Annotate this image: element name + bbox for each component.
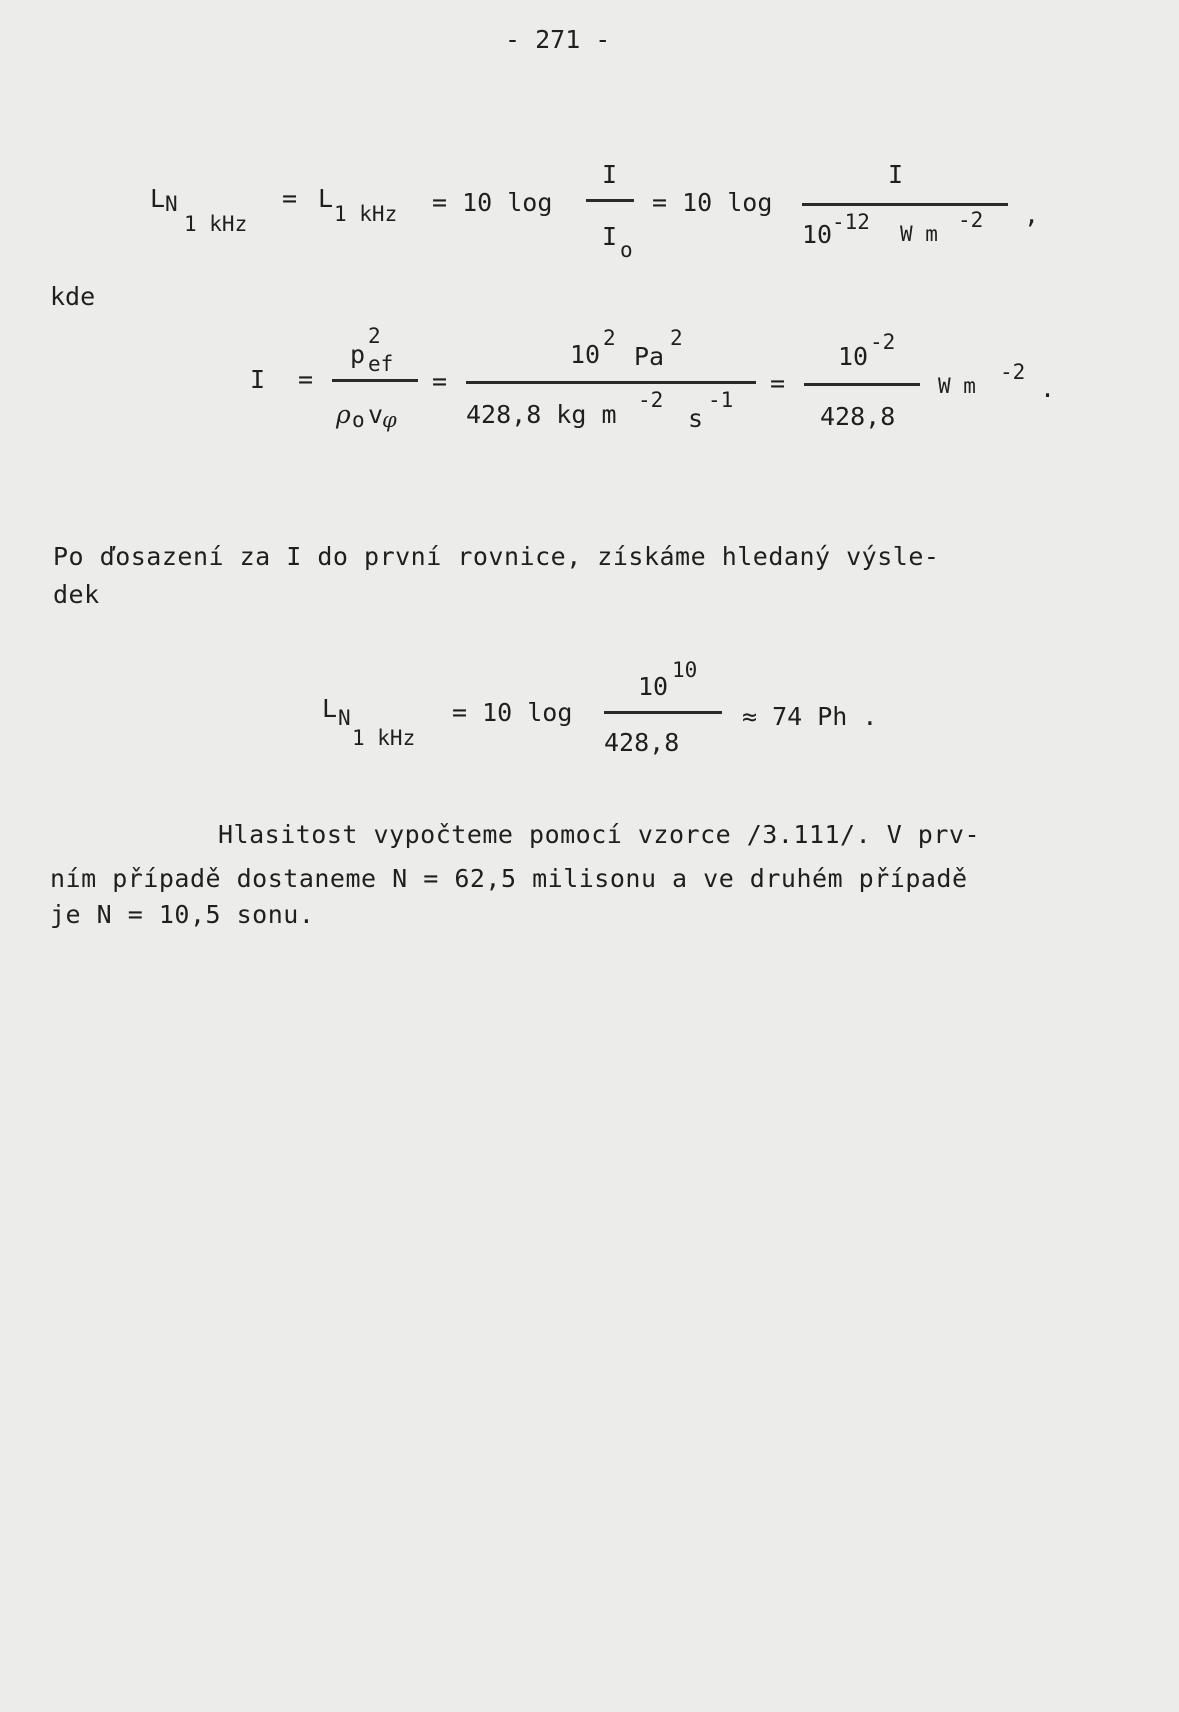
eq1-eq-b: = 10 log [432,188,553,217]
eq2-frac3-num: 10 [838,342,869,371]
eq3-result: ≈ 74 Ph . [742,702,878,731]
eq2-frac2-bar [466,381,756,384]
eq2-eq-b: = [432,367,448,396]
eq3-eq-a: = 10 log [452,698,573,727]
eq2-frac2-den-a-sup: -2 [638,388,664,412]
eq2-frac2-num-a: 10 [570,340,601,369]
eq2-frac1-den-b-sub: φ [382,408,397,432]
eq3-num-sup: 10 [672,658,698,682]
eq1-frac2-den-unit: W m [900,222,938,246]
eq2-trail: . [1040,374,1056,403]
eq2-frac3-bar [804,383,920,386]
eq1-eq-c: = 10 log [652,188,773,217]
kde-label: kde [50,282,96,311]
eq3-lhs-subsub: 1 kHz [352,726,416,750]
eq2-frac2-num-b-sup: 2 [670,326,683,350]
eq1-mid-sub: 1 kHz [334,202,398,226]
eq1-trail: , [1024,200,1040,229]
eq1-lhs-sub: N [165,192,178,216]
eq1-eq-a: = [282,184,298,213]
eq2-eq-c: = [770,369,786,398]
eq2-frac2-num-a-sup: 2 [603,326,616,350]
eq3-num: 10 [638,672,669,701]
eq2-frac1-num-sub: ef [368,352,394,376]
eq3-lhs-sub: N [338,706,351,730]
eq2-frac1-num-sup: 2 [368,324,381,348]
paragraph-1-line-2: dek [53,580,100,609]
eq3-frac-bar [604,711,722,714]
paragraph-2-line-3: je N = 10,5 sonu. [50,900,315,929]
eq1-frac2-den-unit-exp: -2 [958,208,984,232]
eq2-lhs: I [250,365,266,394]
eq2-frac3-den: 428,8 [820,402,896,431]
eq2-frac2-den-b: s [688,404,704,433]
eq1-frac1-bar [586,199,634,202]
eq2-frac1-den-b: v [368,400,384,429]
eq2-eq-a: = [298,365,314,394]
paragraph-2-line-2: ním případě dostaneme N = 62,5 milisonu a ve druhém případě [50,864,968,893]
eq2-frac1-den: ρ [336,400,351,429]
eq2-frac1-den-sub: o [352,408,365,432]
eq3-den: 428,8 [604,728,680,757]
eq2-frac2-den-b-sup: -1 [708,388,734,412]
eq2-frac1-bar [332,379,418,382]
eq2-unit-sup: -2 [1000,360,1026,384]
eq2-frac2-den-a: 428,8 kg m [466,400,617,429]
eq1-frac2-bar [802,203,1008,206]
eq3-lhs: L [322,694,338,723]
eq1-frac1-num: I [602,160,618,189]
eq1-lhs-subsub: 1 kHz [184,212,248,236]
eq1-lhs: L [150,184,166,213]
page-number: - 271 - [505,25,611,54]
eq1-frac2-den-base: 10 [802,220,833,249]
eq1-frac2-num: I [888,160,904,189]
eq2-frac1-num: p [350,340,366,369]
eq1-frac2-den-exp: -12 [832,210,870,234]
eq2-unit: W m [938,374,976,398]
eq1-frac1-den: I [602,222,618,251]
eq2-frac3-num-sup: -2 [870,330,896,354]
paragraph-2-line-1: Hlasitost vypočteme pomocí vzorce /3.111/. V prv- [218,820,981,849]
paragraph-1-line-1: Po ďosazení za I do první rovnice, získáme hledaný výsle- [53,542,940,571]
eq1-frac1-den-sub: o [620,238,633,262]
eq2-frac2-num-b: Pa [634,342,665,371]
eq1-mid: L [318,184,334,213]
